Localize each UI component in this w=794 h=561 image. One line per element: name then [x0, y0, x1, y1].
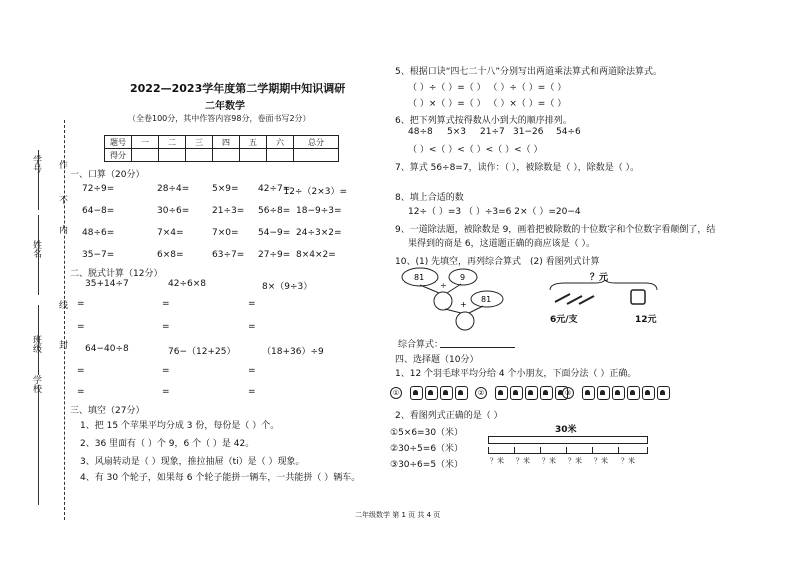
eq-sign: =	[248, 366, 256, 376]
oral-item: 7×0=	[212, 228, 239, 238]
calc-expr: （18+36）÷9	[262, 347, 324, 357]
calc-expr: 64−40÷8	[85, 344, 129, 354]
name-field[interactable]	[38, 215, 39, 295]
unit-label: ？米	[516, 457, 530, 465]
section-2-title: 二、脱式计算（12分）	[70, 269, 163, 279]
choice-option[interactable]: ①5×6=30（米）	[390, 428, 464, 438]
oral-item: 21÷3=	[212, 206, 245, 216]
score-cell[interactable]	[132, 149, 159, 162]
shuttlecock-icon	[510, 386, 523, 400]
oral-item: 48÷6=	[82, 228, 115, 238]
unit-label: ？米	[621, 457, 635, 465]
num-81b: 81	[481, 295, 492, 304]
eq-sign: =	[77, 387, 85, 397]
pen-price: 6元/支	[550, 315, 578, 325]
rope-segment	[488, 447, 515, 454]
oral-item: 18−9÷3=	[296, 206, 342, 216]
brace-icon	[550, 280, 657, 290]
section-1-title: 一、口算（20分）	[70, 170, 145, 180]
calc-expr: 35+14÷7	[85, 279, 129, 289]
branch-line	[420, 285, 439, 293]
op-plus: +	[460, 300, 467, 309]
q8-line: 12÷（ ）=3 （ ）÷3=6 2×（ ）=20−4	[408, 207, 581, 217]
choice-option[interactable]: ③30÷6=5（米）	[390, 460, 464, 470]
rope-segment	[566, 447, 593, 454]
shuttlecock-icon	[657, 386, 670, 400]
pen-icon	[555, 294, 570, 302]
score-cell[interactable]	[294, 149, 339, 162]
option-3[interactable]	[562, 382, 671, 401]
calc-expr: 76−（12+25）	[168, 347, 236, 357]
q6-expr: 21÷7	[480, 127, 505, 137]
choice-q1: 1、12 个羽毛球平均分给 4 个小朋友，下面分法（ ）正确。	[395, 369, 637, 379]
eq-sign: =	[162, 366, 170, 376]
formula-answer-line[interactable]	[440, 347, 515, 348]
formula-label: 综合算式：	[398, 340, 444, 350]
oral-item: 28÷4=	[157, 184, 190, 194]
q5-text: 5、根据口诀“四七二十八”分别写出两道乘法算式和两道除法算式。	[395, 67, 663, 77]
oral-item: 7×4=	[157, 228, 184, 238]
q10-2-text: (2) 看图列式计算	[530, 257, 600, 267]
shuttlecock-icon	[525, 386, 538, 400]
q6-text: 6、把下列算式按得数从小到大的顺序排列。	[395, 116, 572, 126]
oral-item: 56÷8=	[258, 206, 291, 216]
rope-segment	[618, 447, 648, 454]
binding-char: 线	[57, 300, 67, 309]
branch-line	[447, 284, 461, 293]
shuttlecock-icon	[627, 386, 640, 400]
shuttlecock-icon	[455, 386, 468, 400]
num-81: 81	[414, 273, 425, 282]
shuttlecock-icon	[425, 386, 438, 400]
shuttlecock-icon	[440, 386, 453, 400]
exam-subject: 二年数学	[205, 101, 245, 112]
choice-option[interactable]: ②30÷5=6（米）	[390, 444, 464, 454]
eq-sign: =	[77, 322, 85, 332]
oral-item: 30÷6=	[157, 206, 190, 216]
student-no-field[interactable]	[38, 150, 39, 210]
choice-q2: 2、看图列式正确的是（ ）	[395, 411, 503, 421]
oral-item: 27÷9=	[258, 250, 291, 260]
total-price: ？元	[590, 273, 609, 283]
score-head-cell: 五	[240, 136, 267, 149]
eq-sign: =	[77, 299, 85, 309]
eq-sign: =	[248, 387, 256, 397]
fill-q3: 3、风扇转动是（ ）现象，推拉抽屉（ti）是（ ）现象。	[80, 457, 305, 467]
score-row-label: 得分	[105, 149, 132, 162]
oral-item: 64−8=	[82, 206, 115, 216]
oral-item: 35−7=	[82, 250, 115, 260]
eq-sign: =	[248, 322, 256, 332]
rope-segment	[592, 447, 619, 454]
binding-char: 不	[57, 195, 67, 204]
score-head-cell: 三	[186, 136, 213, 149]
rope-segment	[514, 447, 541, 454]
oral-item: 63÷7=	[212, 250, 245, 260]
shuttlecock-icon	[642, 386, 655, 400]
q6-order: （ ）<（ ）<（ ）<（ ）<（ ）	[408, 145, 543, 155]
rope-segment	[540, 447, 567, 454]
branch-line	[469, 306, 483, 313]
score-cell[interactable]	[240, 149, 267, 162]
exam-note: （全卷100分，其中作答内容98分，卷面书写2分）	[128, 114, 311, 123]
option-num: ①	[390, 387, 402, 399]
oral-item: 6×8=	[157, 250, 184, 260]
oral-item: 5×9=	[212, 184, 239, 194]
binding-char: 封	[57, 340, 67, 349]
rope-length: 30米	[555, 425, 577, 435]
shuttlecock-icon	[495, 386, 508, 400]
q5-line2: （ ）×（ ）=（ ） （ ）×（ ）=（ ）	[408, 99, 567, 109]
cup-price: 12元	[635, 315, 657, 325]
fill-q2: 2、36 里面有（ ）个 9，6 个（ ）是 42。	[80, 439, 255, 449]
binding-name: 姓名	[31, 240, 41, 258]
binding-line	[64, 120, 65, 520]
eq-sign: =	[248, 299, 256, 309]
oral-item: 12÷（2×3）=	[283, 187, 347, 197]
oral-item: 72÷9=	[82, 184, 115, 194]
unit-label: ？米	[568, 457, 582, 465]
section-4-title: 四、选择题（10分）	[395, 355, 479, 365]
binding-char: 内	[57, 225, 67, 234]
calc-expr: 42÷6×8	[168, 279, 206, 289]
shuttlecock-icon	[540, 386, 553, 400]
eq-sign: =	[77, 366, 85, 376]
shuttlecock-icon	[612, 386, 625, 400]
score-cell[interactable]	[186, 149, 213, 162]
binding-char: 作	[57, 160, 67, 169]
page-footer: 二年级数学 第 1 页 共 4 页	[355, 511, 441, 519]
op-div: ÷	[440, 281, 447, 290]
section-3-title: 三、填空（27分）	[70, 406, 145, 416]
q9-line2: 果得到的商是 6，这道题正确的商应该是（ ）。	[408, 239, 595, 249]
oral-item: 24÷3×2=	[296, 228, 342, 238]
q5-line1: （ ）÷（ ）=（ ） （ ）÷（ ）=（ ）	[408, 83, 567, 93]
option-num: ②	[475, 387, 487, 399]
q9-text: 9、一道除法题，被除数是 9，画着把被除数的十位数字和个位数字看颠倒了，结	[395, 225, 716, 235]
option-num: ③	[562, 387, 574, 399]
rope-bar	[488, 436, 648, 444]
shuttlecock-icon	[582, 386, 595, 400]
cup-icon	[631, 290, 645, 304]
oral-item: 54−9=	[258, 228, 291, 238]
apple-shape	[456, 312, 474, 330]
q6-expr: 31−26	[513, 127, 544, 137]
unit-label: ？米	[542, 457, 556, 465]
unit-label: ？米	[490, 457, 504, 465]
score-head-cell: 一	[132, 136, 159, 149]
eq-sign: =	[162, 387, 170, 397]
calc-expr: 8×（9÷3）	[262, 282, 313, 292]
binding-class: 班级	[31, 335, 41, 353]
score-head-cell: 题号	[105, 136, 132, 149]
score-cell[interactable]	[213, 149, 240, 162]
num-9: 9	[460, 273, 466, 282]
unit-label: ？米	[594, 457, 608, 465]
q6-expr: 54÷6	[556, 127, 581, 137]
score-table	[104, 135, 339, 162]
score-cell[interactable]	[267, 149, 294, 162]
school-field[interactable]	[38, 385, 39, 505]
q7-text: 7、算式 56÷8=7，读作：（ ），被除数是（ ），除数是（ ）。	[395, 163, 640, 173]
eq-sign: =	[162, 299, 170, 309]
score-head-cell: 六	[267, 136, 294, 149]
eq-sign: =	[162, 322, 170, 332]
exam-title: 2022—2023学年度第二学期期中知识调研	[130, 82, 346, 95]
oral-item: 42÷7=	[258, 184, 291, 194]
option-2[interactable]	[475, 382, 569, 401]
score-cell[interactable]	[159, 149, 186, 162]
q8-text: 8、填上合适的数	[395, 193, 464, 203]
score-head-cell: 总分	[294, 136, 339, 149]
q10-1-text: 10、(1) 先填空，再列综合算式	[395, 257, 522, 267]
oral-item: 8×4×2=	[296, 250, 336, 260]
q6-expr: 48÷8	[408, 127, 433, 137]
q6-expr: 5×3	[447, 127, 466, 137]
class-field[interactable]	[38, 305, 39, 375]
apple-diagram	[395, 265, 515, 335]
shuttlecock-icon	[597, 386, 610, 400]
branch-line	[445, 309, 461, 313]
score-head-cell: 四	[213, 136, 240, 149]
fill-q4: 4、有 30 个轮子，如果每 6 个轮子能拼一辆车，一共能拼（ ）辆车。	[80, 473, 361, 483]
shuttlecock-icon	[410, 386, 423, 400]
apple-shape	[434, 292, 452, 310]
binding-student-no: 学号	[31, 155, 41, 173]
option-1[interactable]	[390, 382, 469, 401]
brace-diagram	[545, 280, 665, 310]
fill-q1: 1、把 15 个苹果平均分成 3 份，每份是（ ）个。	[80, 421, 280, 431]
binding-school: 学校	[31, 375, 41, 393]
score-head-cell: 二	[159, 136, 186, 149]
